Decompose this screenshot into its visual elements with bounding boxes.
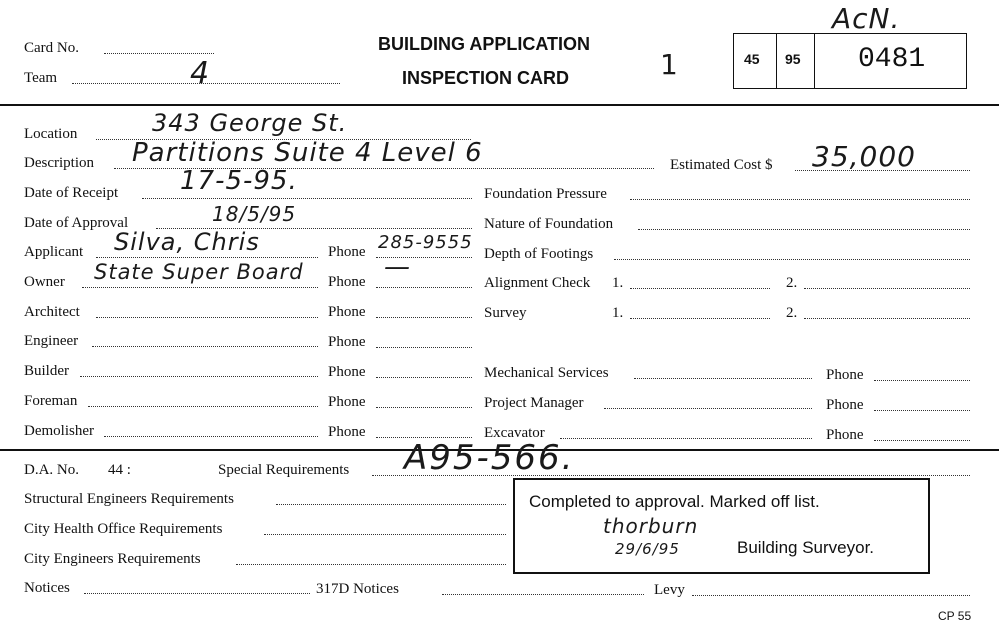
alignment-check-1-label: 1. <box>612 275 624 291</box>
description-label: Description <box>24 155 94 171</box>
builder-phone-label: Phone <box>328 364 366 380</box>
applicant-phone-label: Phone <box>328 244 366 260</box>
nature-of-foundation-field[interactable] <box>638 229 970 230</box>
project-manager-label: Project Manager <box>484 395 584 411</box>
builder-phone-field[interactable] <box>376 377 472 378</box>
box-cell-1: 45 <box>744 51 760 67</box>
applicant-field[interactable] <box>96 257 318 258</box>
acn-annotation: AcN. <box>832 2 901 35</box>
box-cell-2: 95 <box>785 51 801 67</box>
project-manager-phone-field[interactable] <box>874 410 970 411</box>
owner-field[interactable] <box>82 287 318 288</box>
alignment-check-label: Alignment Check <box>484 275 591 291</box>
project-manager-phone-label: Phone <box>826 397 864 413</box>
mark-value: 1 <box>660 48 679 81</box>
engineer-phone-field[interactable] <box>376 347 472 348</box>
owner-phone-label: Phone <box>328 274 366 290</box>
survey-1-field[interactable] <box>630 318 770 319</box>
special-requirements-value: A95-566. <box>404 438 575 478</box>
stamp-line-2: Building Surveyor. <box>737 538 875 557</box>
card-no-label: Card No. <box>24 40 79 56</box>
mechanical-services-phone-label: Phone <box>826 367 864 383</box>
notices-field[interactable] <box>84 593 310 594</box>
foreman-field[interactable] <box>88 406 318 407</box>
foreman-phone-label: Phone <box>328 394 366 410</box>
description-value: Partitions Suite 4 Level 6 <box>132 138 483 168</box>
depth-of-footings-label: Depth of Footings <box>484 246 594 262</box>
owner-phone-value: — <box>384 252 411 282</box>
mechanical-services-label: Mechanical Services <box>484 365 609 381</box>
excavator-phone-field[interactable] <box>874 440 970 441</box>
engineer-label: Engineer <box>24 333 79 349</box>
stamp-date: 29/6/95 <box>615 540 680 558</box>
city-engineers-label: City Engineers Requirements <box>24 551 201 567</box>
box-divider <box>814 34 815 88</box>
foundation-pressure-label: Foundation Pressure <box>484 186 607 202</box>
header-rule <box>0 104 999 106</box>
demolisher-phone-label: Phone <box>328 424 366 440</box>
levy-field[interactable] <box>692 595 970 596</box>
demolisher-label: Demolisher <box>24 423 94 439</box>
depth-of-footings-field[interactable] <box>614 259 970 260</box>
project-manager-field[interactable] <box>604 408 812 409</box>
date-of-receipt-value: 17-5-95. <box>180 166 298 196</box>
architect-label: Architect <box>24 304 80 320</box>
city-health-label: City Health Office Requirements <box>24 521 223 537</box>
builder-label: Builder <box>24 363 69 379</box>
notices-label: Notices <box>24 580 70 596</box>
applicant-value: Silva, Chris <box>114 228 260 256</box>
architect-field[interactable] <box>96 317 318 318</box>
excavator-phone-label: Phone <box>826 427 864 443</box>
da-no-value: 44 : <box>108 462 131 478</box>
survey-1-label: 1. <box>612 305 624 321</box>
da-no-label: D.A. No. <box>24 462 79 478</box>
engineer-field[interactable] <box>92 346 318 347</box>
box-cell-3: 0481 <box>858 44 926 75</box>
excavator-field[interactable] <box>560 438 812 439</box>
nature-of-foundation-label: Nature of Foundation <box>484 216 614 232</box>
team-label: Team <box>24 70 58 86</box>
application-number-box <box>733 33 967 89</box>
date-of-approval-value: 18/5/95 <box>212 202 297 226</box>
notices-317d-field[interactable] <box>442 594 644 595</box>
structural-engineers-field[interactable] <box>276 504 506 505</box>
notices-317d-label: 317D Notices <box>316 581 399 597</box>
architect-phone-field[interactable] <box>376 317 472 318</box>
excavator-label: Excavator <box>484 425 545 441</box>
approval-stamp <box>513 478 930 574</box>
title-line-1: BUILDING APPLICATION <box>378 34 590 54</box>
estimated-cost-value: 35,000 <box>812 140 916 173</box>
owner-phone-field[interactable] <box>376 287 472 288</box>
estimated-cost-label: Estimated Cost $ <box>670 157 773 173</box>
demolisher-field[interactable] <box>104 436 318 437</box>
city-health-field[interactable] <box>264 534 506 535</box>
date-of-receipt-field[interactable] <box>142 198 472 199</box>
team-value: 4 <box>190 56 211 91</box>
owner-value: State Super Board <box>94 260 304 284</box>
structural-engineers-label: Structural Engineers Requirements <box>24 491 234 507</box>
survey-2-field[interactable] <box>804 318 970 319</box>
applicant-phone-value: 285-9555 <box>378 232 473 253</box>
levy-label: Levy <box>654 582 685 598</box>
stamp-line-1: Completed to approval. Marked off list. <box>529 492 820 511</box>
foreman-phone-field[interactable] <box>376 407 472 408</box>
owner-label: Owner <box>24 274 65 290</box>
alignment-check-1-field[interactable] <box>630 288 770 289</box>
location-value: 343 George St. <box>152 109 348 137</box>
date-of-approval-label: Date of Approval <box>24 215 129 231</box>
foreman-label: Foreman <box>24 393 78 409</box>
date-of-receipt-label: Date of Receipt <box>24 185 119 201</box>
special-requirements-label: Special Requirements <box>218 462 350 478</box>
survey-label: Survey <box>484 305 527 321</box>
card-no-field[interactable] <box>104 53 214 54</box>
applicant-label: Applicant <box>24 244 84 260</box>
location-label: Location <box>24 126 78 142</box>
mechanical-services-phone-field[interactable] <box>874 380 970 381</box>
builder-field[interactable] <box>80 376 318 377</box>
foundation-pressure-field[interactable] <box>630 199 970 200</box>
alignment-check-2-field[interactable] <box>804 288 970 289</box>
city-engineers-field[interactable] <box>236 564 506 565</box>
engineer-phone-label: Phone <box>328 334 366 350</box>
footer-code: CP 55 <box>938 609 972 623</box>
survey-2-label: 2. <box>786 305 798 321</box>
architect-phone-label: Phone <box>328 304 366 320</box>
title-line-2: INSPECTION CARD <box>402 68 570 88</box>
box-divider <box>776 34 777 88</box>
mechanical-services-field[interactable] <box>634 378 812 379</box>
alignment-check-2-label: 2. <box>786 275 798 291</box>
stamp-signature: thorburn <box>603 514 699 538</box>
